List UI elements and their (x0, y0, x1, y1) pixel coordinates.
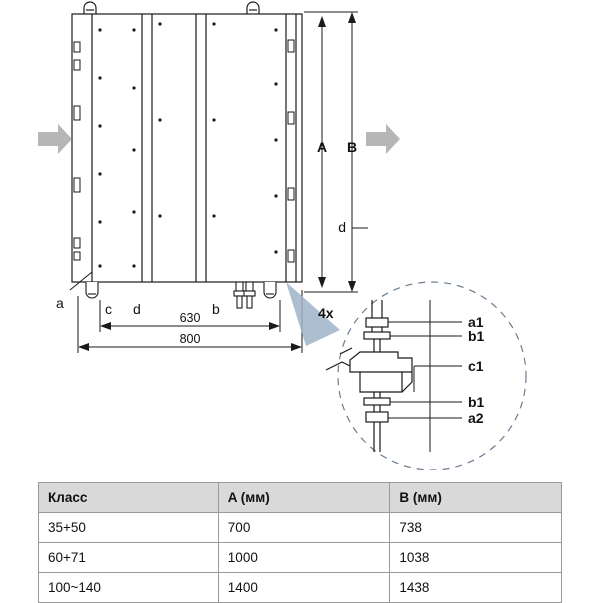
label-B: B (346, 139, 358, 155)
cell-class: 60+71 (39, 543, 219, 573)
label-a1: a1 (468, 314, 484, 330)
label-800: 800 (179, 332, 201, 346)
hanger-loop-left (84, 2, 96, 14)
fastener-dots (98, 22, 277, 267)
label-a2: a2 (468, 410, 484, 426)
cell-a: 1000 (218, 543, 390, 573)
label-d-right: d (338, 219, 346, 235)
table-header-class: Класс (39, 483, 219, 513)
right-panel-details (288, 40, 294, 262)
cell-a: 1400 (218, 573, 390, 603)
cell-class: 100~140 (39, 573, 219, 603)
label-d-bottom: d (133, 301, 141, 317)
class-dimension-table (38, 482, 562, 603)
table-header-row (39, 483, 562, 513)
label-c1: c1 (468, 358, 484, 374)
cell-b: 738 (390, 513, 562, 543)
cell-b: 1038 (390, 543, 562, 573)
cell-a: 700 (218, 513, 390, 543)
airflow-arrow-out (366, 124, 400, 154)
label-b: b (212, 301, 220, 317)
cell-b: 1438 (390, 573, 562, 603)
label-630: 630 (179, 311, 201, 325)
detail-bracket-assembly (326, 300, 412, 452)
label-4x: 4x (318, 305, 334, 321)
label-c: c (105, 301, 112, 317)
label-A: A (316, 139, 328, 155)
table-header-b: B (мм) (390, 483, 562, 513)
table-row (39, 573, 562, 603)
table-row (39, 513, 562, 543)
bottom-pipe-connections (234, 282, 255, 308)
cell-class: 35+50 (39, 513, 219, 543)
label-b1-bottom: b1 (468, 394, 485, 410)
table-row (39, 543, 562, 573)
hanger-loop-right (247, 2, 259, 14)
label-a: a (56, 295, 64, 311)
left-panel-details (74, 42, 80, 260)
table-header-a: A (мм) (218, 483, 390, 513)
unit-outline (72, 14, 302, 282)
label-b1-top: b1 (468, 328, 485, 344)
airflow-arrow-in (38, 124, 72, 154)
